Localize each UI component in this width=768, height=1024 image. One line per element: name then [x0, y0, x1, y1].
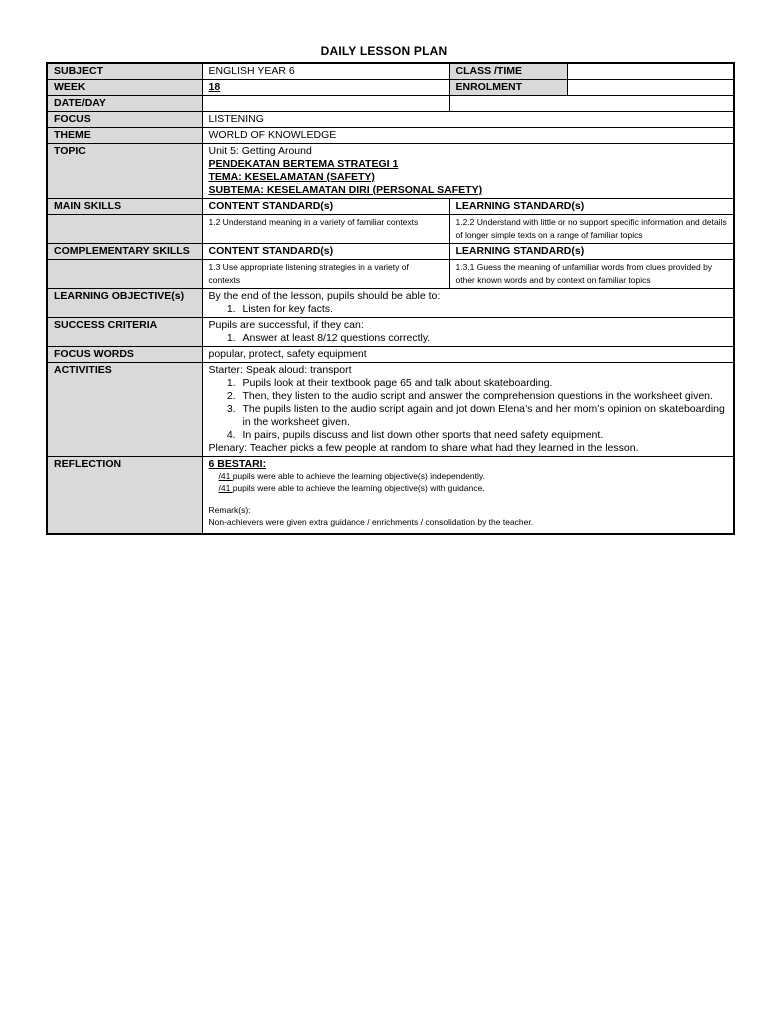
row-subject: [47, 63, 734, 80]
row-week: [47, 80, 734, 96]
date-day-extra: [449, 96, 734, 112]
comp-learning-standard-heading: LEARNING STANDARD(s): [449, 244, 734, 260]
class-time-label: CLASS /TIME: [449, 63, 567, 80]
topic-tema: TEMA: KESELAMATAN (SAFETY): [208, 171, 375, 183]
success-list: [209, 332, 728, 345]
row-activities: [47, 363, 734, 457]
date-day-value: [202, 96, 449, 112]
enrolment-value: [567, 80, 734, 96]
success-criteria-label: SUCCESS CRITERIA: [47, 318, 202, 347]
class-time-value: [567, 63, 734, 80]
row-focus-words: [47, 347, 734, 363]
activity-starter: Starter: Speak aloud: transport: [208, 364, 352, 376]
learning-objectives-label: LEARNING OBJECTIVE(s): [47, 289, 202, 318]
theme-value: WORLD OF KNOWLEDGE: [202, 128, 734, 144]
reflection-cell: [202, 457, 734, 535]
reflection-line-independent: [209, 471, 728, 483]
row-objectives: [47, 289, 734, 318]
week-value: 18: [202, 80, 449, 96]
comp-standards-label-blank: [47, 260, 202, 289]
focus-words-label: FOCUS WORDS: [47, 347, 202, 363]
reflection-text-guidance: pupils were able to achieve the learning objective(s) with guidance.: [232, 482, 485, 493]
main-content-standard-heading: CONTENT STANDARD(s): [202, 199, 449, 215]
main-standards-label-blank: [47, 215, 202, 244]
row-theme: [47, 128, 734, 144]
activities-label: ACTIVITIES: [47, 363, 202, 457]
theme-label: THEME: [47, 128, 202, 144]
row-topic: [47, 144, 734, 199]
reflection-label: REFLECTION: [47, 457, 202, 535]
main-learning-standard-heading: LEARNING STANDARD(s): [449, 199, 734, 215]
row-date: [47, 96, 734, 112]
main-skills-label: MAIN SKILLS: [47, 199, 202, 215]
activities-cell: [202, 363, 734, 457]
activity-item: 4. In pairs, pupils discuss and list down other sports that need safety equipment.: [239, 429, 728, 442]
objectives-cell: [202, 289, 734, 318]
reflection-text-independent: pupils were able to achieve the learning objective(s) independently.: [232, 471, 485, 481]
activity-item: 3. The pupils listen to the audio script again and jot down Elena’s and her mom’s opinion on skateboarding in the worksheet given.: [239, 403, 728, 429]
subject-label: SUBJECT: [47, 63, 202, 80]
reflection-heading: 6 BESTARI:: [208, 458, 267, 470]
focus-words-value: popular, protect, safety equipment: [202, 347, 734, 363]
topic-strategy: PENDEKATAN BERTEMA STRATEGI 1: [208, 158, 399, 170]
comp-content-standard: 1.3 Use appropriate listening strategies in a variety of contexts: [202, 260, 449, 289]
activity-item: 2. Then, they listen to the audio script and answer the comprehension questions in the worksheet given.: [239, 390, 728, 403]
main-learning-standard: 1.2.2 Understand with little or no support specific information and details of longer simple texts on a range of familiar topics: [449, 215, 734, 244]
topic-subtema: SUBTEMA: KESELAMATAN DIRI (PERSONAL SAFETY): [208, 184, 483, 196]
focus-label: FOCUS: [47, 112, 202, 128]
comp-learning-standard: 1.3.1 Guess the meaning of unfamiliar words from clues provided by other known words and by context on familiar topics: [449, 260, 734, 289]
row-focus: [47, 112, 734, 128]
row-main-standards: [47, 215, 734, 244]
objective-intro: By the end of the lesson, pupils should be able to:: [208, 290, 441, 302]
topic-cell: [202, 144, 734, 199]
row-reflection: [47, 457, 734, 535]
success-intro: Pupils are successful, if they can:: [208, 319, 364, 331]
subject-value: ENGLISH YEAR 6: [202, 63, 449, 80]
page-title: DAILY LESSON PLAN: [320, 44, 448, 58]
main-content-standard: 1.2 Understand meaning in a variety of familiar contexts: [202, 215, 449, 244]
success-cell: [202, 318, 734, 347]
remarks-text: Non-achievers were given extra guidance / enrichments / consolidation by the teacher.: [208, 516, 534, 527]
reflection-count-guidance: /41: [218, 482, 233, 493]
row-success: [47, 318, 734, 347]
topic-label: TOPIC: [47, 144, 202, 199]
reflection-count-independent: /41: [218, 471, 233, 481]
objective-list: [209, 303, 728, 316]
topic-unit: Unit 5: Getting Around: [208, 145, 312, 157]
lesson-plan-table: [46, 62, 735, 535]
week-label: WEEK: [47, 80, 202, 96]
focus-value: LISTENING: [202, 112, 734, 128]
row-main-skills: [47, 199, 734, 215]
row-complementary-skills: [47, 244, 734, 260]
activity-list: [209, 377, 728, 442]
row-comp-standards: [47, 260, 734, 289]
comp-content-standard-heading: CONTENT STANDARD(s): [202, 244, 449, 260]
activity-item: 1. Pupils look at their textbook page 65 and talk about skateboarding.: [239, 377, 728, 390]
date-day-label: DATE/DAY: [47, 96, 202, 112]
complementary-skills-label: COMPLEMENTARY SKILLS: [47, 244, 202, 260]
objective-item: 1. Listen for key facts.: [239, 303, 728, 316]
reflection-spacer: [209, 494, 728, 505]
reflection-line-guidance: [209, 483, 728, 495]
activity-plenary: Plenary: Teacher picks a few people at random to share what had they learned in the lesson.: [208, 442, 639, 454]
success-item: 1. Answer at least 8/12 questions correctly.: [239, 332, 728, 345]
enrolment-label: ENROLMENT: [449, 80, 567, 96]
remarks-label: Remark(s):: [208, 505, 251, 515]
